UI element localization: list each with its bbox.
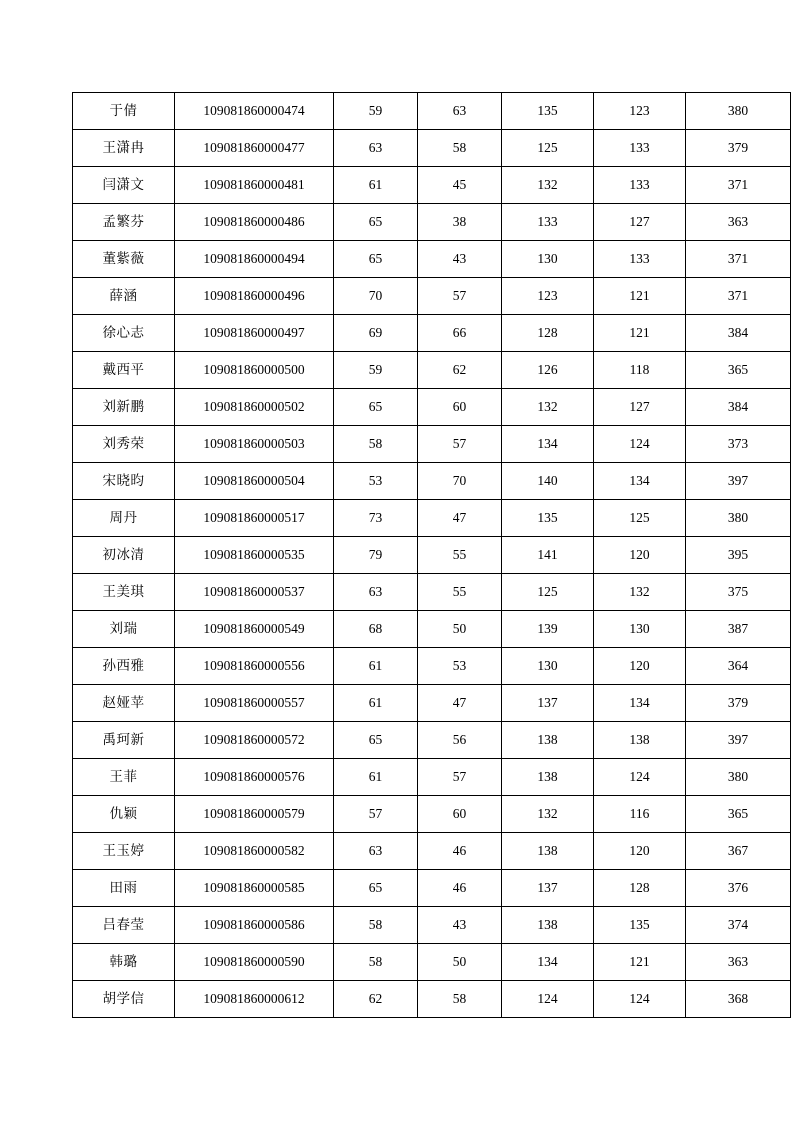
table-cell-exam-id: 109081860000590 [175, 944, 334, 981]
table-cell-exam-id: 109081860000496 [175, 278, 334, 315]
table-cell-score2: 57 [418, 278, 502, 315]
table-cell-score4: 120 [594, 833, 686, 870]
table-cell-exam-id: 109081860000576 [175, 759, 334, 796]
table-row [73, 759, 791, 796]
table-cell-score2: 43 [418, 907, 502, 944]
table-cell-total: 365 [686, 796, 791, 833]
table-row [73, 685, 791, 722]
table-cell-score3: 126 [502, 352, 594, 389]
table-cell-score2: 46 [418, 870, 502, 907]
table-cell-name: 宋晓昀 [73, 463, 175, 500]
table-cell-score4: 121 [594, 278, 686, 315]
table-cell-exam-id: 109081860000557 [175, 685, 334, 722]
table-cell-exam-id: 109081860000537 [175, 574, 334, 611]
table-cell-name: 仇颖 [73, 796, 175, 833]
table-cell-score2: 60 [418, 389, 502, 426]
table-row [73, 167, 791, 204]
table-cell-score2: 60 [418, 796, 502, 833]
table-cell-score3: 137 [502, 685, 594, 722]
table-cell-score4: 118 [594, 352, 686, 389]
table-cell-name: 徐心志 [73, 315, 175, 352]
table-cell-total: 371 [686, 278, 791, 315]
table-cell-score3: 123 [502, 278, 594, 315]
table-cell-score4: 135 [594, 907, 686, 944]
table-row [73, 463, 791, 500]
table-cell-score2: 58 [418, 981, 502, 1018]
table-row [73, 796, 791, 833]
table-cell-score2: 50 [418, 611, 502, 648]
table-cell-exam-id: 109081860000572 [175, 722, 334, 759]
table-cell-total: 363 [686, 944, 791, 981]
table-cell-score1: 65 [334, 241, 418, 278]
table-cell-name: 赵娅苹 [73, 685, 175, 722]
table-cell-score3: 132 [502, 389, 594, 426]
table-cell-score4: 130 [594, 611, 686, 648]
table-cell-score4: 124 [594, 981, 686, 1018]
table-cell-exam-id: 109081860000497 [175, 315, 334, 352]
table-cell-total: 384 [686, 389, 791, 426]
table-cell-total: 397 [686, 722, 791, 759]
table-cell-exam-id: 109081860000556 [175, 648, 334, 685]
table-cell-score1: 69 [334, 315, 418, 352]
table-cell-score4: 134 [594, 685, 686, 722]
table-row [73, 315, 791, 352]
table-cell-score1: 61 [334, 648, 418, 685]
table-cell-score3: 138 [502, 907, 594, 944]
table-cell-score2: 55 [418, 574, 502, 611]
table-cell-exam-id: 109081860000579 [175, 796, 334, 833]
table-cell-score4: 121 [594, 315, 686, 352]
table-cell-score3: 133 [502, 204, 594, 241]
table-cell-score2: 58 [418, 130, 502, 167]
table-cell-score3: 134 [502, 426, 594, 463]
table-cell-exam-id: 109081860000474 [175, 93, 334, 130]
table-cell-score2: 46 [418, 833, 502, 870]
table-row [73, 648, 791, 685]
table-cell-total: 375 [686, 574, 791, 611]
table-cell-score1: 79 [334, 537, 418, 574]
table-cell-score4: 127 [594, 204, 686, 241]
table-cell-exam-id: 109081860000612 [175, 981, 334, 1018]
table-cell-score1: 58 [334, 944, 418, 981]
score-table-body [73, 93, 791, 1018]
table-cell-exam-id: 109081860000582 [175, 833, 334, 870]
table-row [73, 722, 791, 759]
table-cell-score1: 62 [334, 981, 418, 1018]
table-cell-score4: 124 [594, 426, 686, 463]
table-cell-score1: 63 [334, 574, 418, 611]
table-row [73, 130, 791, 167]
table-cell-name: 刘瑞 [73, 611, 175, 648]
table-cell-total: 374 [686, 907, 791, 944]
table-row [73, 870, 791, 907]
table-cell-score4: 124 [594, 759, 686, 796]
table-cell-total: 363 [686, 204, 791, 241]
table-cell-name: 周丹 [73, 500, 175, 537]
table-cell-score1: 65 [334, 389, 418, 426]
table-cell-name: 胡学信 [73, 981, 175, 1018]
table-cell-score3: 141 [502, 537, 594, 574]
table-cell-name: 韩璐 [73, 944, 175, 981]
table-row [73, 278, 791, 315]
table-row [73, 352, 791, 389]
table-cell-score1: 59 [334, 93, 418, 130]
table-row [73, 204, 791, 241]
table-cell-score3: 138 [502, 722, 594, 759]
table-cell-total: 376 [686, 870, 791, 907]
table-cell-score2: 47 [418, 500, 502, 537]
table-cell-score3: 130 [502, 648, 594, 685]
table-cell-score2: 47 [418, 685, 502, 722]
table-cell-score2: 57 [418, 759, 502, 796]
table-row [73, 93, 791, 130]
table-cell-score3: 138 [502, 833, 594, 870]
table-cell-exam-id: 109081860000585 [175, 870, 334, 907]
table-cell-score3: 137 [502, 870, 594, 907]
table-cell-total: 395 [686, 537, 791, 574]
table-cell-score1: 61 [334, 685, 418, 722]
table-cell-name: 薛涵 [73, 278, 175, 315]
table-cell-name: 初冰清 [73, 537, 175, 574]
table-cell-score1: 65 [334, 722, 418, 759]
table-cell-score1: 63 [334, 833, 418, 870]
table-cell-score2: 62 [418, 352, 502, 389]
table-cell-score4: 125 [594, 500, 686, 537]
table-cell-score1: 61 [334, 167, 418, 204]
table-cell-score3: 135 [502, 500, 594, 537]
table-cell-total: 379 [686, 130, 791, 167]
table-cell-score1: 68 [334, 611, 418, 648]
table-cell-score2: 43 [418, 241, 502, 278]
table-cell-name: 戴西平 [73, 352, 175, 389]
table-cell-score3: 125 [502, 130, 594, 167]
table-cell-total: 368 [686, 981, 791, 1018]
table-cell-score2: 63 [418, 93, 502, 130]
table-cell-score3: 130 [502, 241, 594, 278]
table-cell-score1: 65 [334, 204, 418, 241]
table-cell-score3: 125 [502, 574, 594, 611]
table-row [73, 981, 791, 1018]
table-row [73, 241, 791, 278]
table-cell-score1: 63 [334, 130, 418, 167]
table-cell-exam-id: 109081860000504 [175, 463, 334, 500]
table-cell-score3: 139 [502, 611, 594, 648]
table-cell-score4: 116 [594, 796, 686, 833]
table-cell-name: 孙西雅 [73, 648, 175, 685]
table-cell-total: 380 [686, 500, 791, 537]
table-cell-score2: 66 [418, 315, 502, 352]
table-cell-score2: 55 [418, 537, 502, 574]
table-cell-score1: 53 [334, 463, 418, 500]
table-cell-score1: 70 [334, 278, 418, 315]
table-cell-score3: 134 [502, 944, 594, 981]
table-cell-exam-id: 109081860000494 [175, 241, 334, 278]
table-cell-score1: 57 [334, 796, 418, 833]
table-cell-score2: 57 [418, 426, 502, 463]
table-cell-score2: 56 [418, 722, 502, 759]
table-cell-score1: 59 [334, 352, 418, 389]
table-cell-exam-id: 109081860000500 [175, 352, 334, 389]
table-row [73, 833, 791, 870]
table-cell-score4: 132 [594, 574, 686, 611]
table-cell-score2: 38 [418, 204, 502, 241]
table-cell-score2: 70 [418, 463, 502, 500]
table-cell-exam-id: 109081860000586 [175, 907, 334, 944]
table-cell-total: 365 [686, 352, 791, 389]
table-row [73, 907, 791, 944]
table-cell-score4: 127 [594, 389, 686, 426]
table-cell-score4: 121 [594, 944, 686, 981]
table-cell-exam-id: 109081860000535 [175, 537, 334, 574]
table-cell-score4: 120 [594, 648, 686, 685]
table-cell-exam-id: 109081860000503 [175, 426, 334, 463]
table-cell-name: 王菲 [73, 759, 175, 796]
table-cell-name: 刘秀荣 [73, 426, 175, 463]
table-cell-total: 387 [686, 611, 791, 648]
table-cell-score3: 124 [502, 981, 594, 1018]
table-cell-exam-id: 109081860000481 [175, 167, 334, 204]
table-cell-score4: 133 [594, 130, 686, 167]
table-cell-score4: 138 [594, 722, 686, 759]
table-cell-name: 吕春莹 [73, 907, 175, 944]
table-row [73, 574, 791, 611]
table-cell-total: 384 [686, 315, 791, 352]
table-cell-score1: 58 [334, 907, 418, 944]
table-cell-name: 董紫薇 [73, 241, 175, 278]
table-cell-score2: 53 [418, 648, 502, 685]
table-cell-score3: 128 [502, 315, 594, 352]
table-cell-exam-id: 109081860000486 [175, 204, 334, 241]
table-cell-name: 禹珂新 [73, 722, 175, 759]
table-cell-score4: 134 [594, 463, 686, 500]
table-row [73, 944, 791, 981]
table-cell-score4: 133 [594, 241, 686, 278]
table-cell-name: 王玉婷 [73, 833, 175, 870]
table-cell-total: 364 [686, 648, 791, 685]
table-cell-score3: 138 [502, 759, 594, 796]
table-cell-exam-id: 109081860000477 [175, 130, 334, 167]
table-cell-total: 379 [686, 685, 791, 722]
table-cell-exam-id: 109081860000549 [175, 611, 334, 648]
table-cell-score4: 128 [594, 870, 686, 907]
table-cell-name: 于倩 [73, 93, 175, 130]
table-cell-total: 397 [686, 463, 791, 500]
table-cell-exam-id: 109081860000517 [175, 500, 334, 537]
table-cell-score4: 123 [594, 93, 686, 130]
table-row [73, 537, 791, 574]
table-cell-score4: 133 [594, 167, 686, 204]
table-cell-score1: 58 [334, 426, 418, 463]
table-row [73, 500, 791, 537]
table-cell-total: 367 [686, 833, 791, 870]
table-cell-score1: 61 [334, 759, 418, 796]
table-cell-name: 田雨 [73, 870, 175, 907]
table-row [73, 389, 791, 426]
table-cell-name: 孟繁芬 [73, 204, 175, 241]
table-cell-score3: 132 [502, 796, 594, 833]
table-cell-score1: 73 [334, 500, 418, 537]
table-cell-name: 刘新鹏 [73, 389, 175, 426]
table-cell-score3: 140 [502, 463, 594, 500]
table-row [73, 426, 791, 463]
table-cell-total: 380 [686, 759, 791, 796]
table-cell-score2: 45 [418, 167, 502, 204]
table-cell-score2: 50 [418, 944, 502, 981]
table-row [73, 611, 791, 648]
table-cell-name: 闫潇文 [73, 167, 175, 204]
table-cell-score3: 135 [502, 93, 594, 130]
table-cell-score3: 132 [502, 167, 594, 204]
table-cell-name: 王潇冉 [73, 130, 175, 167]
score-table [72, 92, 791, 1018]
table-cell-total: 373 [686, 426, 791, 463]
table-cell-total: 371 [686, 241, 791, 278]
table-cell-total: 380 [686, 93, 791, 130]
table-cell-name: 王美琪 [73, 574, 175, 611]
table-cell-score4: 120 [594, 537, 686, 574]
table-cell-total: 371 [686, 167, 791, 204]
table-cell-score1: 65 [334, 870, 418, 907]
table-cell-exam-id: 109081860000502 [175, 389, 334, 426]
